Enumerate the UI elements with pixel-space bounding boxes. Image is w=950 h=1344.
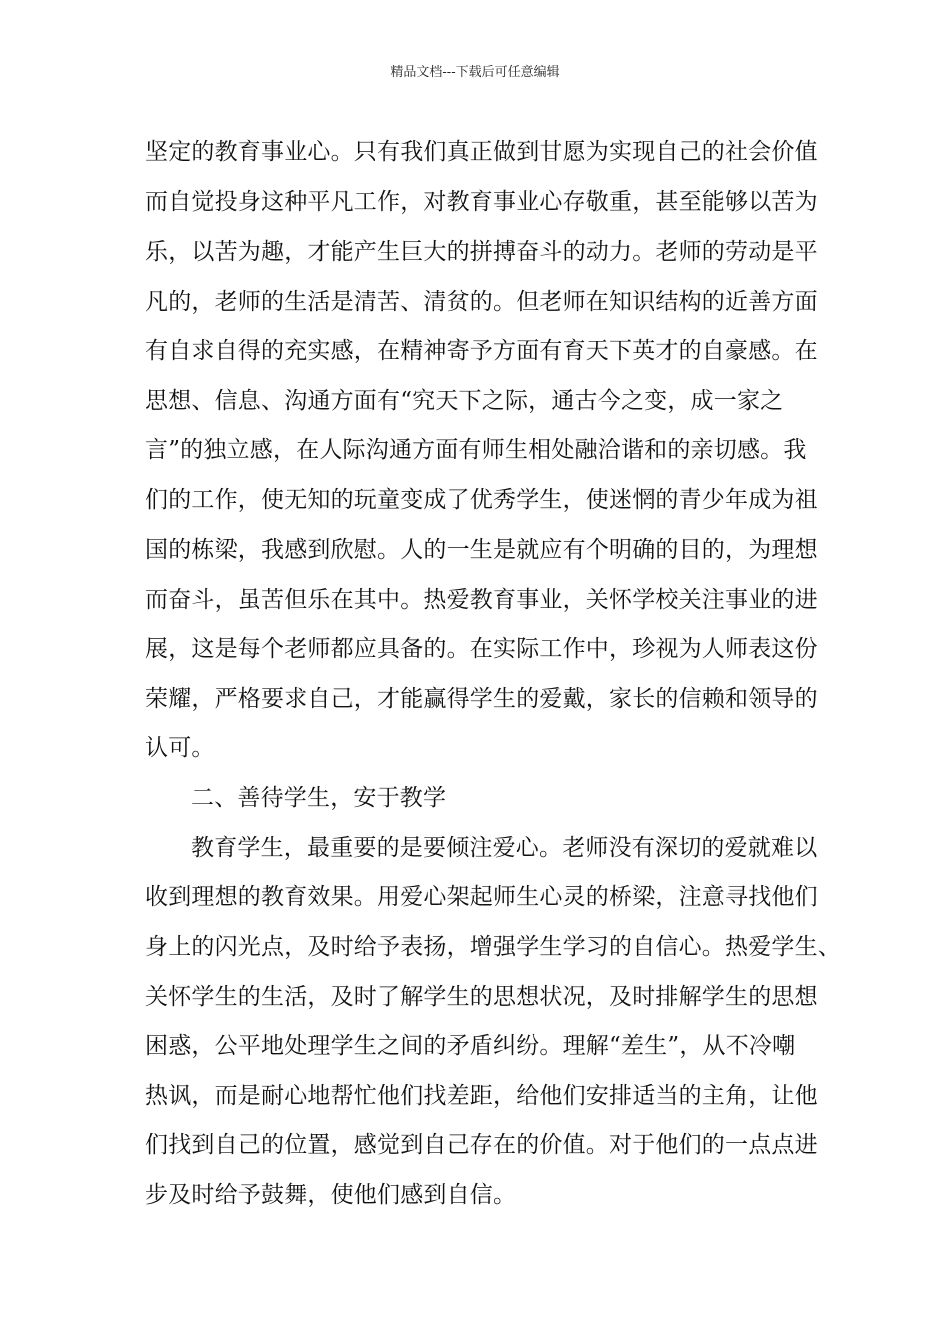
body-line: 思想、信息、沟通方面有“究天下之际，通古今之变，成一家之 [145, 388, 784, 414]
body-line: 而奋斗，虽苦但乐在其中。热爱教育事业，关怀学校关注事业的进 [145, 587, 818, 613]
body-line: 认可。 [145, 735, 215, 761]
body-line: 们的工作，使无知的玩童变成了优秀学生，使迷惘的青少年成为祖 [145, 487, 818, 513]
body-line: 有自求自得的充实感，在精神寄予方面有育天下英才的自豪感。在 [145, 338, 818, 364]
body-line: 而自觉投身这种平凡工作，对教育事业心存敬重，甚至能够以苦为 [145, 189, 818, 215]
body-line: 展，这是每个老师都应具备的。在实际工作中，珍视为人师表这份 [145, 636, 818, 662]
body-line: 乐，以苦为趣，才能产生巨大的拼搏奋斗的动力。老师的劳动是平 [145, 239, 818, 265]
body-line: 言”的独立感，在人际沟通方面有师生相处融洽谐和的亲切感。我 [145, 437, 807, 463]
body-line: 困惑，公平地处理学生之间的矛盾纠纷。理解“差生”，从不冷嘲 [145, 1033, 796, 1059]
body-line: 收到理想的教育效果。用爱心架起师生心灵的桥梁，注意寻找他们 [145, 884, 818, 910]
body-line: 荣耀，严格要求自己，才能赢得学生的爱戴，家长的信赖和领导的 [145, 686, 818, 712]
body-line: 教育学生，最重要的是要倾注爱心。老师没有深切的爱就难以 [191, 835, 818, 861]
section-heading: 二、善待学生，安于教学 [191, 785, 447, 811]
body-line: 身上的闪光点，及时给予表扬，增强学生学习的自信心。热爱学生、 [145, 934, 841, 960]
body-line: 国的栋梁，我感到欣慰。人的一生是就应有个明确的目的，为理想 [145, 537, 818, 563]
body-line: 步及时给予鼓舞，使他们感到自信。 [145, 1182, 517, 1208]
body-line: 关怀学生的生活，及时了解学生的思想状况，及时排解学生的思想 [145, 984, 818, 1010]
page-header: 精品文档---下载后可任意编辑 [390, 65, 560, 80]
body-line: 坚定的教育事业心。只有我们真正做到甘愿为实现自己的社会价值 [145, 139, 818, 165]
body-line: 凡的，老师的生活是清苦、清贫的。但老师在知识结构的近善方面 [145, 289, 818, 315]
body-line: 热讽，而是耐心地帮忙他们找差距，给他们安排适当的主角，让他 [145, 1083, 818, 1109]
body-line: 们找到自己的位置，感觉到自己存在的价值。对于他们的一点点进 [145, 1132, 818, 1158]
